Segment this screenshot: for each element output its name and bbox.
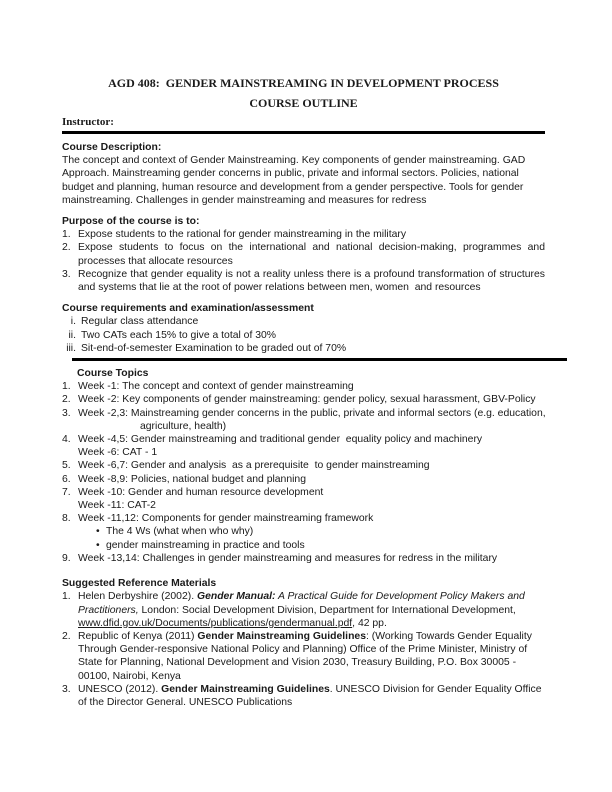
purpose-item	[62, 241, 545, 267]
topic-item-continuation: agriculture, health)	[140, 420, 227, 432]
list-marker: 5.	[62, 460, 71, 472]
course-description-section	[62, 141, 545, 207]
reference-text-segment: , 42 pp.	[352, 617, 387, 629]
reference-text-segment: London: Social Development Division, Department for International Development,	[138, 604, 516, 616]
topic-item-text: Week -6,7: Gender and analysis as a prerequisite to gender mainstreaming	[78, 460, 430, 472]
reference-item-text	[78, 630, 545, 683]
purpose-item-text: Expose students to the rational for gender mainstreaming in the military	[78, 229, 407, 241]
topic-item	[62, 433, 545, 459]
purpose-section	[62, 215, 545, 294]
requirement-item	[62, 329, 545, 342]
requirement-item	[62, 315, 545, 328]
topic-sub-bullet-text: gender mainstreaming in practice and tools	[106, 539, 305, 551]
topic-item-text: Week -10: Gender and human resource development	[78, 486, 324, 498]
list-marker: 3.	[62, 407, 71, 419]
reference-text-segment: UNESCO (2012).	[78, 683, 162, 695]
topic-item-body	[78, 486, 545, 512]
list-marker: 9.	[62, 552, 71, 564]
requirements-heading: Course requirements and examination/assessment	[62, 303, 314, 315]
list-marker: 2.	[62, 394, 71, 406]
topic-item-text: Week -13,14: Challenges in gender mainstreaming and measures for redress in the military	[78, 552, 498, 564]
reference-text-segment: : (Working Towards Gender Equality Through Gender-responsive National Policy and Planning) Office of the Prime Minister, Ministry of State for Planning, National Development and Vision 2030, Treasury Building, P.O. Box 30005 - 00100, Nairobi, Kenya	[78, 630, 532, 682]
list-marker: i.	[70, 316, 76, 328]
reference-item	[62, 590, 545, 630]
topic-item-body	[78, 512, 545, 552]
requirement-item-text: Two CATs each 15% to give a total of 30%	[81, 329, 277, 341]
bullet-icon: •	[96, 539, 100, 551]
reference-item-text	[78, 683, 545, 709]
references-heading: Suggested Reference Materials	[62, 578, 217, 590]
list-marker: 1.	[62, 591, 71, 603]
topic-item	[62, 393, 545, 406]
topic-item-text: Week -4,5: Gender mainstreaming and traditional gender equality policy and machinery	[78, 434, 483, 446]
list-marker: 1.	[62, 381, 71, 393]
bullet-icon: •	[96, 526, 100, 538]
divider-rule-middle	[72, 358, 567, 361]
purpose-heading: Purpose of the course is to:	[62, 216, 200, 228]
requirement-item	[62, 342, 545, 355]
course-description-text: The concept and context of Gender Mainstreaming. Key components of gender mainstreaming. GAD Approach. Mainstreaming gender concerns in public, private and informal sectors. Policies, national budget and planning, human resource and development from a gender perspective. Tools for gender mainstreaming. Challenges in gender mainstreaming and measures for redress	[62, 155, 526, 206]
list-marker: 7.	[62, 486, 71, 498]
purpose-item-text: Recognize that gender equality is not a reality unless there is a profound transformation of structures and systems that lie at the root of power relations between men, women and resources	[78, 268, 545, 294]
reference-text-segment: Helen Derbyshire (2002).	[78, 591, 197, 603]
reference-item-text	[78, 590, 545, 630]
topic-item-text: Week -1: The concept and context of gender mainstreaming	[78, 381, 354, 393]
purpose-item	[62, 268, 545, 294]
topic-item-text: Week -2,3: Mainstreaming gender concerns in the public, private and informal sectors (e.g. education,	[78, 407, 546, 419]
list-marker: 2.	[62, 242, 71, 254]
topic-sub-bullet-text: The 4 Ws (what when who why)	[106, 526, 254, 538]
list-marker: iii.	[66, 342, 76, 354]
purpose-item	[62, 228, 545, 241]
list-marker: 6.	[62, 473, 71, 485]
list-marker: 2.	[62, 630, 71, 642]
topic-item-text: Week -8,9: Policies, national budget and planning	[78, 473, 306, 485]
requirement-item-text: Regular class attendance	[81, 316, 199, 328]
reference-text-segment: Republic of Kenya (2011)	[78, 630, 198, 642]
reference-title-segment: Gender Mainstreaming Guidelines	[161, 683, 330, 695]
topic-item	[62, 459, 545, 472]
divider-rule-top	[62, 131, 545, 134]
list-marker: 4.	[62, 434, 71, 446]
list-marker: 1.	[62, 229, 71, 241]
topic-item	[62, 512, 545, 552]
references-section	[62, 577, 545, 709]
topic-item	[62, 473, 545, 486]
instructor-label: Instructor:	[62, 116, 114, 128]
reference-title-segment: Gender Manual:	[196, 591, 276, 603]
list-marker: 8.	[62, 513, 71, 525]
reference-subtitle-segment: A Practical Guide for Development Policy Makers and Practitioners,	[78, 591, 525, 616]
topic-sub-bullet	[78, 525, 545, 538]
reference-text-segment: . UNESCO Division for Gender Equality Office of the Director General. UNESCO Publications	[78, 683, 542, 708]
topic-item-continuation: Week -11: CAT-2	[78, 500, 156, 512]
topic-sub-bullet	[78, 539, 545, 552]
purpose-item-text: Expose students to focus on the international and national decision-making, programmes and processes that allocate resources	[78, 242, 545, 267]
course-topics-heading: Course Topics	[77, 368, 149, 380]
topic-item-body	[78, 407, 545, 433]
course-title: AGD 408: GENDER MAINSTREAMING IN DEVELOPMENT PROCESS	[108, 76, 499, 90]
reference-item	[62, 683, 545, 709]
document-subtitle: COURSE OUTLINE	[249, 96, 358, 110]
reference-title-segment: Gender Mainstreaming Guidelines	[197, 630, 366, 642]
topic-item	[62, 552, 545, 565]
list-marker: ii.	[68, 329, 76, 341]
topic-item-text: Week -2: Key components of gender mainstreaming: gender policy, sexual harassment, GBV-Policy	[78, 394, 536, 406]
topic-item	[62, 486, 545, 512]
list-marker: 3.	[62, 268, 71, 280]
requirements-section	[62, 302, 545, 355]
topic-item	[62, 407, 545, 433]
topic-item-continuation: Week -6: CAT - 1	[78, 447, 158, 459]
reference-item	[62, 630, 545, 683]
reference-url-link[interactable]: www.dfid.gov.uk/Documents/publications/gendermanual.pdf	[78, 617, 353, 629]
topic-item	[62, 380, 545, 393]
topic-item-text: Week -11,12: Components for gender mainstreaming framework	[78, 513, 374, 525]
course-topics-section	[62, 367, 545, 565]
course-description-heading: Course Description:	[62, 142, 162, 153]
topic-item-body	[78, 433, 545, 459]
list-marker: 3.	[62, 683, 71, 695]
requirement-item-text: Sit-end-of-semester Examination to be graded out of 70%	[81, 342, 347, 354]
